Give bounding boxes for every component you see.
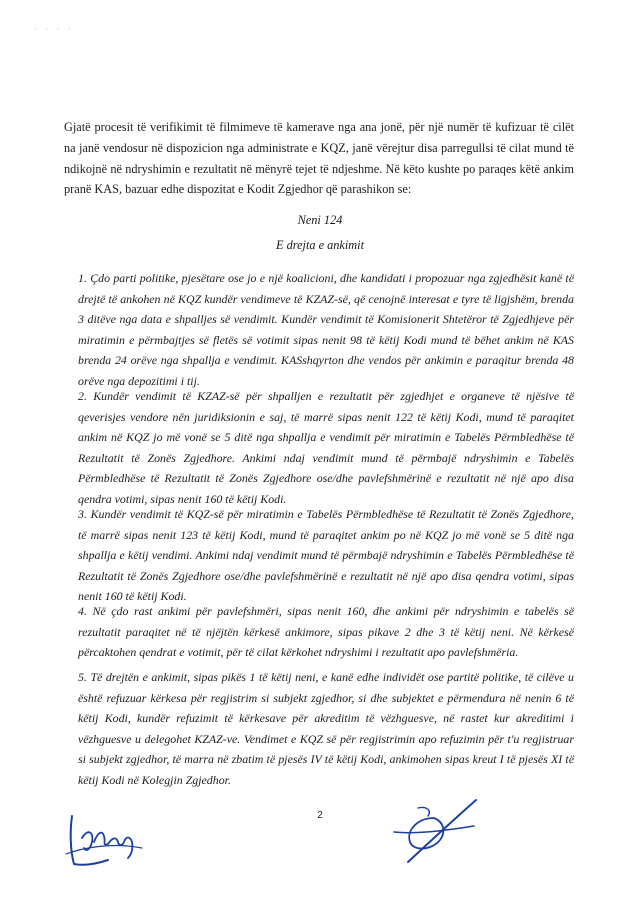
article-point-5: 5. Të drejtën e ankimit, sipas pikës 1 të këtij neni, e kanë edhe individët ose partitë politike, të cilëve u është refuzuar kërkesa për regjistrim si subjekt zgjedhor, si dhe subjektet e përmendura në nenin 6 të këtij Kodi, kundër refuzimit të kërkesave për akreditim të vëzhguesve, në rastet kur akreditimi i vëzhguesve u delegohet KZAZ-ve. Vendimet e KQZ së për regjistrimin apo refuzimin për t'u regjistruar si subjekt zgjedhor, të marra në zbatim të pjesës IV të këtij Kodi, ankimohen sipas kreut I të pjesës XI të këtij Kodi në Kolegjin Zgjedhor. (78, 670, 574, 787)
signature-left-stroke (71, 816, 108, 865)
article-point-2: 2. Kundër vendimit të KZAZ-së për shpalljen e rezultatit për zgjedhjet e organeve të njësive të qeverisjes vendore nën juridiksionin e saj, të marrë sipas nenit 122 të këtij Kodi, mund të paraqitet ankim në KQZ jo më vonë se 5 ditë nga shpallja e vendimit për miratimin e Tabelës Përmbledhëse të Rezultatit të Zonës Zgjedhore. Ankimi ndaj vendimit mund të përmbajë ndryshimin e Tabelës Përmbledhëse të Rezultatit të Zonës Zgjedhore ose/dhe pavlefshmërinë e rezultatit në një apo disa qendra votimi, sipas nenit 160 të këtij Kodi. (78, 389, 574, 506)
signature-left (62, 808, 146, 870)
intro-paragraph: Gjatë procesit të verifikimit të filmimeve të kamerave nga ana jonë, për një numër të kufizuar të cilët na janë vendosur në dispozicion nga administrate e KQZ, janë vërejtur disa parregullsi të cilat mund të ndikojnë në ndryshimin e rezultatit në mënyrë tejet të ndjeshme. Në këto kushte po paraqes këtë ankim pranë KAS, bazuar edhe dispozitat e Kodit Zgjedhor që parashikon se: (64, 120, 574, 197)
scan-specks: · · · · (34, 24, 74, 34)
article-point-4: 4. Në çdo rast ankimi për pavlefshmëri, sipas nenit 160, dhe ankimi për ndryshimin e tabelës së rezultatit paraqitet në të njëjtën kërkesë ankimore, sipas pikave 2 dhe 3 të këtij neni. Në kërkesë përcaktohen qendrat e votimit, për të cilat kërkohet ndryshimi i rezultatit apo pavlefshmëria. (78, 604, 574, 660)
article-point-1: 1. Çdo parti politike, pjesëtare ose jo e një koalicioni, dhe kandidati i propozuar nga zgjedhësit kanë të drejtë të ankohen në KQZ kundër vendimeve të KZAZ-së, që cenojnë interesat e tyre të ligjshëm, brenda 3 ditëve nga data e shpalljes së vendimit. Kundër vendimit të Komisionerit Shtetëror të Zgjedhjeve për miratimin e përmbajtjes së fletës së votimit sipas nenit 98 të këtij Kodi mund të bëhet ankim në KAS brenda 24 orëve nga shpallja e vendimit. KASshqyrton dhe vendos për ankimin e paraqitur brenda 48 orëve nga depozitimi i tij. (78, 271, 574, 388)
signature-right-stroke (394, 826, 474, 833)
signature-right-stroke (418, 807, 429, 816)
article-title: E drejta e ankimit (276, 238, 364, 252)
page-number: 2 (317, 810, 323, 821)
article-number: Neni 124 (297, 213, 343, 227)
signature-left-stroke (82, 832, 132, 858)
article-point-3: 3. Kundër vendimit të KQZ-së për miratimin e Tabelës Përmbledhëse të Rezultatit të Zonës Zgjedhore, të marrë sipas nenit 123 të këtij Kodi, mund të paraqitet ankim po në KQZ jo më vonë se 5 ditë nga shpallja e këtij vendimi. Ankimi ndaj vendimit mund të përmbajë ndryshimin e Tabelës Përmbledhëse të Rezultatit të Zonës Zgjedhore ose/dhe pavlefshmërinë e rezultatit në një apo disa qendra votimi, sipas nenit 160 të këtij Kodi. (78, 507, 574, 604)
signature-right (388, 796, 480, 868)
